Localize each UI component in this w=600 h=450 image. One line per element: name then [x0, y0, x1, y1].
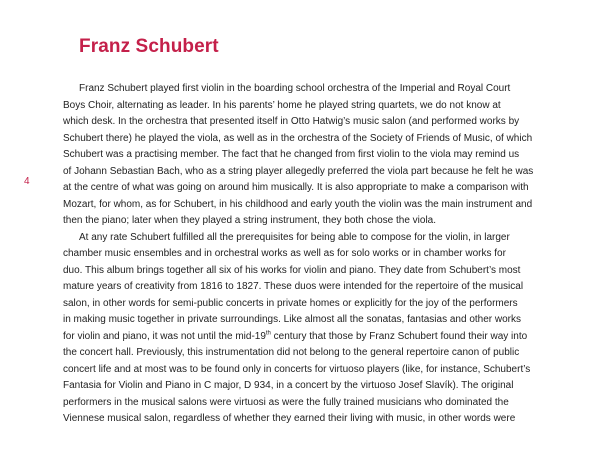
text-line: salon, in other words for semi-public concerts in private homes or explicitly for the joy of the performers	[63, 298, 518, 309]
text-line: of Johann Sebastian Bach, who as a string player allegedly preferred the viola part because he felt he was	[63, 166, 534, 177]
text-line: At any rate Schubert fulfilled all the prerequisites for being able to compose for the violin, in larger	[79, 232, 510, 243]
text-line: then the piano; later when they played a string instrument, they both chose the viola.	[63, 215, 437, 226]
text-line: in making music together in private surroundings. Like almost all the sonatas, fantasias and other works	[63, 314, 522, 325]
page-number: 4	[24, 176, 30, 187]
text-line: Franz Schubert played first violin in the boarding school orchestra of the Imperial and Royal Court	[79, 83, 511, 94]
text-line: Viennese musical salon, regardless of whether they earned their living with music, in other words were	[63, 413, 516, 424]
text-line: mature years of creativity from 1816 to 1827. These duos were intended for the repertoire of the musical	[63, 281, 524, 292]
text-line: Mozart, for whom, as for Schubert, in his childhood and early youth the violin was the main instrument and	[63, 199, 533, 210]
superscript: th	[265, 330, 271, 337]
text-line: which desk. In the orchestra that presented itself in Otto Hatwig’s music salon (and performed works by	[63, 116, 520, 127]
text-line: performers in the musical salons were virtuosi as were the fully trained musicians who dominated the	[63, 397, 509, 408]
text-line: chamber music ensembles and in orchestral works as well as for solo works or in chamber works for	[63, 248, 506, 259]
text-line: Fantasia for Violin and Piano in C major, D 934, in a concert by the virtuoso Josef Slavík). The original	[63, 380, 514, 391]
text-fragment: for violin and piano, it was not until the mid-19	[63, 331, 266, 342]
text-line: Boys Choir, alternating as leader. In his parents’ home he played string quartets, we do not know at	[63, 100, 501, 111]
text-line: Schubert there) he played the viola, as well as in the orchestra of the Society of Friends of Music, of which	[63, 133, 533, 144]
text-fragment: century that those by Franz Schubert found their way into	[270, 331, 528, 342]
text-line: the concert hall. Previously, this instrumentation did not belong to the general repertoire canon of public	[63, 347, 520, 358]
text-line: Schubert was a practising member. The fact that he changed from first violin to the viola may remind us	[63, 149, 520, 160]
text-line: concert life and at most was to be found only in concerts for virtuoso players (like, for instance, Schubert’s	[63, 364, 531, 375]
text-line-with-superscript	[63, 330, 527, 343]
text-line: at the centre of what was going on around him musically. It is also appropriate to make a comparison with	[63, 182, 529, 193]
text-line: duo. This album brings together all six of his works for violin and piano. They date from Schubert’s most	[63, 265, 521, 276]
page-title: Franz Schubert	[79, 36, 219, 57]
